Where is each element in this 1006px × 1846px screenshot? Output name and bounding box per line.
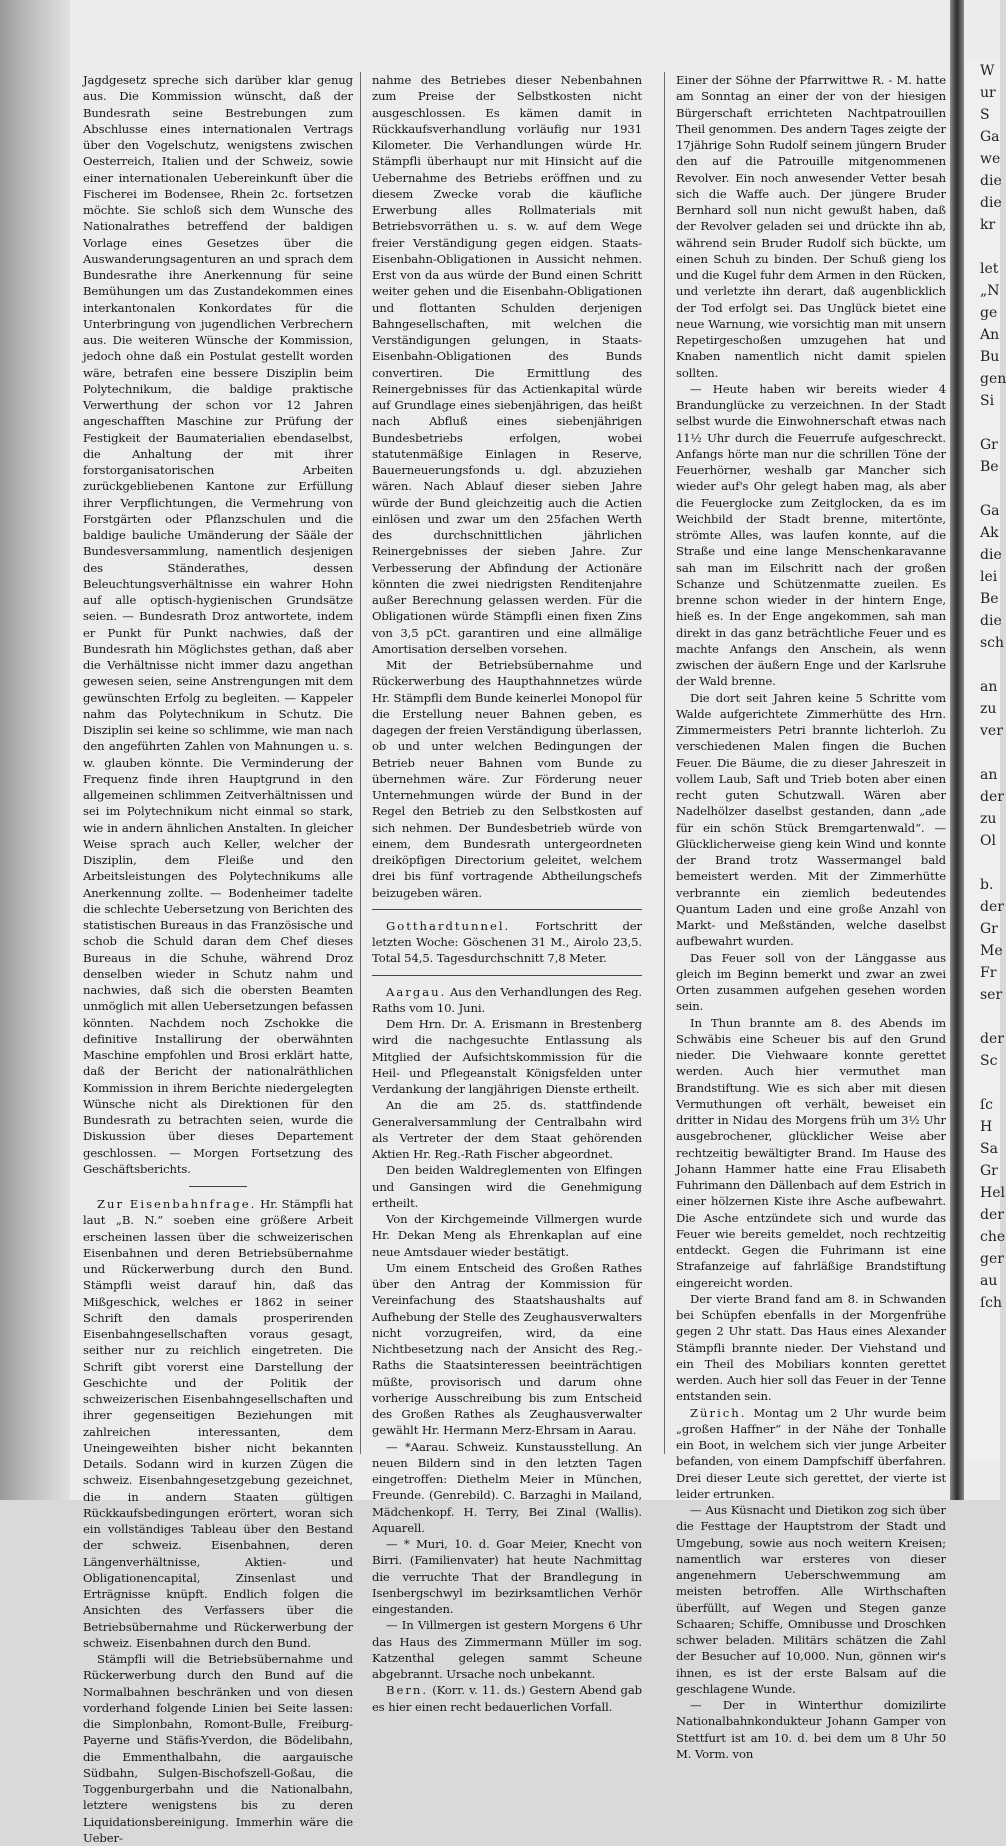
next-page-fragment: die xyxy=(980,195,1002,211)
next-page-fragment: „N xyxy=(980,283,1000,299)
next-page-fragment xyxy=(980,852,1000,874)
next-page-fragment: ser xyxy=(980,987,1003,1003)
next-page-fragment: die xyxy=(980,613,1002,629)
article-heading: Bern. xyxy=(386,1683,429,1698)
next-page-fragment: zu xyxy=(980,701,997,717)
article-separator xyxy=(372,909,642,910)
article-thun: In Thun brannte am 8. des Abends im Schwäbis eine Scheuer bis auf den Grund nieder. Die Viehwaare konnte gerettet werden. Auch hier vermuthet man Brandstiftung. Wie es sich aber mit diesen Vermuthungen oft verhält, beweiset ein dritter in Nidau des Morgens früh um 3½ Uhr ausgebrochener, glücklicher Weise aber rechtzeitig bewältigter Brand. Im Hause des Johann Hammer hatte eine Frau Elisabeth Fuhrimann den Dällenbach auf dem Estrich in einer hölzernen Kiste ihre Asche aufbewahrt. Die Asche entzündete sich und wurde das Feuer wie bereits gemeldet, noch rechtzeitig entdeckt. Gegen die Fuhrimann ist eine Strafanzeige auf fahrläßige Brandstiftung eingereicht worden. xyxy=(676,1015,946,1290)
next-page-fragment: an xyxy=(980,679,998,695)
next-page-fragment: Si xyxy=(980,393,995,409)
article-gotthard-text: Fortschritt der letzten Woche: Göschenen 31 M., Airolo 23,5. Total 54,5. Tagesdurchschnitt 7,8 Meter. xyxy=(372,918,642,966)
next-page-fragment: Be xyxy=(980,459,999,475)
next-page-fragment: Me xyxy=(980,943,1003,959)
article-heading: Zürich. xyxy=(690,1405,747,1420)
next-page-fragment: sch xyxy=(980,635,1005,651)
next-page-fragment: kr xyxy=(980,217,996,233)
article-zuerich-text: Montag um 2 Uhr wurde beim „großen Haffner“ in der Nähe der Tonhalle ein Boot, in welchem sich vier junge Arbeiter befanden, von einem Dampfschiff überfahren. Drei dieser Leute sich gerettet, der vierte ist leider ertrunken. xyxy=(676,1405,946,1501)
next-page-fragment: we xyxy=(980,151,1001,167)
article-bern xyxy=(372,1682,642,1715)
next-page-fragment: ge xyxy=(980,305,998,321)
next-page-fragment: zu xyxy=(980,811,997,827)
column-rule xyxy=(664,72,665,1454)
column-3 xyxy=(676,72,946,1761)
article-aargau-wald: Den beiden Waldreglementen von Elfingen und Gansingen wird die Genehmigung ertheilt. xyxy=(372,1163,642,1210)
article-aargau-zeughaus: Um einem Entscheid des Großen Rathes über den Antrag der Kommission für Vereinfachung des Staatshaushalts auf Aufhebung der Stelle des Zeughausverwalters nicht vorzugreifen, wird, da eine Nichtbesetzung nach der Ansicht des Reg.-Raths die Staatsinteressen beeinträchtigen müßte, provisorisch und darum ohne vorherige Ausschreibung bis zum Entscheid des Großen Rathes als Zeughausverwalter gewählt Hr. Hermann Merz-Ehrsam in Aarau. xyxy=(372,1260,642,1438)
article-villmergen-fire: — In Villmergen ist gestern Morgens 6 Uhr das Haus des Zimmermann Müller im sog. Katzenthal gelegen sammt Scheune abgebrannt. Ursache noch unbekannt. xyxy=(372,1618,642,1681)
article-railway-part3: Mit der Betriebsübernahme und Rückerwerbung des Haupthahnnetzes würde Hr. Stämpfli dem Bunde keinerlei Monopol für die Erstellung neuer Bahnen geben, es dagegen der freien Verständigung überlassen, ob und unter welchen Bedingungen der Betrieb neuer Bahnen vom Bunde zu übernehmen wäre. Zur Förderung neuer Unternehmungen würde der Bund in der Regel den Betrieb zu den Selbstkosten auf sich nehmen. Der Bundesbetrieb würde von einem, dem Bundesrath untergeordneten dreiköpfigen Directorium geleitet, welchem drei bis fünf vortragende Abtheilungschefs beizugeben wären. xyxy=(372,658,642,900)
next-page-fragment xyxy=(980,412,1000,434)
article-aargau-erismann: Dem Hrn. Dr. A. Erismann in Brestenberg wird die nachgesuchte Entlassung als Mitglied der Aufsichtskommission für die Heil- und Pflegeanstalt Königsfelden unter Verdankung der langjährigen Dienste ertheilt. xyxy=(372,1017,642,1096)
article-separator xyxy=(189,1186,247,1187)
next-page-fragment: Sc xyxy=(980,1053,998,1069)
article-bern-fires: — Heute haben wir bereits wieder 4 Brandunglücke zu verzeichnen. In der Stadt selbst wurde die Einwohnerschaft etwas nach 11½ Uhr durch die Feuerrufe aufgeschreckt. Anfangs hörte man nur die schrillen Töne der Feuerhörner, weshalb gar Mancher sich wieder auf's Ohr gelegt haben mag, als aber die Feuerglocke zum Zeitglocken, da es im Weichbild der Stadt brenne, mitertönte, strömte Alles, was laufen konnte, auf die Straße und eine lange Menschenkaravanne sah man im Eilschritt nach der großen Schanze und Schützenmatte zueilen. Es brenne schon wieder in der hintern Enge, hieß es. In der Enge angekommen, sah man direkt in das ganz beträchtliche Feuer und es machte Anfangs den Anschein, als wenn zwischen der äußern Enge und der Karlsruhe der Wald brenne. xyxy=(676,381,946,689)
next-page-edge xyxy=(964,60,1006,1460)
article-schwanden: Der vierte Brand fand am 8. in Schwanden bei Schüpfen ebenfalls in der Morgenfrühe gegen 2 Uhr statt. Das Haus eines Alexander Stämpfli brannte nieder. Der Viehstand und ein Theil des Mobiliars konnten gerettet werden. Auch hier soll das Feuer in der Tenne entstanden sein. xyxy=(676,1291,946,1404)
next-page-fragment: Ak xyxy=(980,525,999,541)
next-page-fragment: Ga xyxy=(980,503,1000,519)
column-2 xyxy=(372,72,643,1714)
next-page-fragment: gen xyxy=(980,371,1006,387)
article-bern-fires-2: Die dort seit Jahren keine 5 Schritte vom Walde aufgerichtete Zimmerhütte des Hrn. Zimmermeisters Petri brannte lichterloh. Zu verschiedenen Malen fingen die Buchen Feuer. Die Bäume, die zu dieser Jahreszeit in vollem Laub, Saft und Trieb boten aber einen recht guten Schutzwall. Wären aber Nadelhölzer daselbst gestanden, dann „ade für ein schön Stück Bremgartenwald“. — Glücklicherweise gieng kein Wind und konnte der Brand trotz Wassermangel bald bemeistert werden. Mit der Zimmerhütte verbrannte ein ziemlich bedeutendes Quantum Laden und eine große Anzahl von Markt- und Meßständen, welche daselbst aufbewahrt wurden. xyxy=(676,690,946,949)
next-page-fragment: ger xyxy=(980,1251,1004,1267)
next-page-fragment: Be xyxy=(980,591,999,607)
next-page-fragment xyxy=(980,742,1000,764)
next-page-fragment xyxy=(980,1072,1000,1094)
next-page-fragment: b. xyxy=(980,877,994,893)
article-heading: Aargau. xyxy=(386,984,447,999)
article-railway-intro xyxy=(83,1196,353,1651)
article-railway-continued: Stämpfli will die Betriebsübernahme und Rückerwerbung durch den Bund auf die Normalbahnen beschränken und von diesen vorderhand folgende Linien bei Seite lassen: die Simplonbahn, Romont-Bulle, Freiburg-Payerne und Stäfis-Yverdon, die Bödelibahn, die Emmenthalbahn, die aargauische Südbahn, Sulgen-Bischofszell-Goßau, die Toggenburgerbahn und die Nationalbahn, letztere wenigstens bis zu deren Liquidationsbereinigung. Immerhin wäre die Ueber- xyxy=(83,1652,353,1845)
article-heading: Zur Eisenbahnfrage. xyxy=(97,1197,257,1211)
article-railway-text: Hr. Stämpfli hat laut „B. N.“ soeben eine größere Arbeit erscheinen lassen über die schweizerischen Eisenbahnen und deren Betriebsübernahme und Rückerwerbung durch den Bund. Stämpfli weist darauf hin, daß das Mißgeschick, welches er 1862 in seiner Schrift den damals prosperirenden Eisenbahngesellschaften voraus gesagt, seither nur zu reichlich eingetreten. Die Schrift gibt vorerst eine Darstellung der Geschichte und der Politik der schweizerischen Eisenbahngesellschaften und ihrer gegenseitigen Beziehungen mit zahlreichen interessanten, dem Uneingeweihten bisher nicht bekannten Details. Sodann wird in kurzen Zügen die schweiz. Eisenbahngesetzgebung gezeichnet, die in andern Staaten gültigen Rückkaufsbedingungen erörtert, woran sich ein vollständiges Tableau über den Bestand der schweiz. Eisenbahnen, deren Längenverhältnisse, Aktien- und Obligationencapital, Zinsenlast und Erträgnisse knüpft. Endlich folgen die Ansichten des Verfassers über die Betriebsübernahme und Rückerwerbung der schweiz. Eisenbahnen durch den Bund. xyxy=(83,1197,353,1650)
article-kuesnacht: — Aus Küsnacht und Dietikon zog sich über die Festtage der Hauptstrom der Stadt und Umgebung, sowie aus noch weitern Kreisen; namentlich war ersteres von dieser angenehmern Ueberschwemmung am meisten betroffen. Alle Wirthschaften überfüllt, auf Wegen und Stegen ganze Schaaren; Schiffe, Omnibusse und Droschken schwer beladen. Militärs schätzen die Zahl der Besucher auf 10,000. Nun, gönnen wir's ihnen, es ist der erste Balsam auf die geschlagene Wunde. xyxy=(676,1503,946,1696)
column-rule xyxy=(360,72,361,1454)
column-1 xyxy=(83,72,353,1845)
next-page-fragment: die xyxy=(980,173,1002,189)
next-page-fragment: Gr xyxy=(980,921,998,937)
article-aargau-villmergen: Von der Kirchgemeinde Villmergen wurde Hr. Dekan Meng als Ehrenkaplan auf eine neue Amtsdauer wieder bestätigt. xyxy=(372,1212,642,1259)
next-page-fragment xyxy=(980,1006,1000,1028)
next-page-fragment: ſch xyxy=(980,1295,1003,1311)
next-page-fragment: Bu xyxy=(980,349,1000,365)
next-page-fragment: ver xyxy=(980,723,1003,739)
article-winterthur: — Der in Winterthur domizilirte Nationalbahnkondukteur Johann Gamper von Stettfurt ist am 10. d. bei dem um 8 Uhr 50 M. Vorm. von xyxy=(676,1698,946,1761)
next-page-fragment: H xyxy=(980,1119,993,1135)
next-page-fragment: lei xyxy=(980,569,998,585)
article-muri: — * Muri, 10. d. Goar Meier, Knecht von Birri. (Familienvater) hat heute Nachmittag die verruchte That der Brandlegung in Isenbergschwyl im bezirksamtlichen Verhör eingestanden. xyxy=(372,1537,642,1616)
next-page-fragment: an xyxy=(980,767,998,783)
next-page-fragment: ſc xyxy=(980,1097,994,1113)
article-zuerich xyxy=(676,1405,946,1503)
article-parliament-text: Jagdgesetz spreche sich darüber klar genug aus. Die Kommission wünscht, daß der Bundesrath seine Bestrebungen zum Abschlusse eines internationalen Vertrags über den Vogelschutz, wenigstens zwischen Oesterreich, Italien und der Schweiz, sowie einer internationalen Uebereinkunft über die Fischerei im Bodensee, Rhein 2c. fortsetzen möchte. Sie schloß sich dem Wunsche des Nationalrathes betreffend der baldigen Vorlage eines Gesetzes über die Auswanderungsagenturen an und sprach dem Bundesrathe ihre Anerkennung für seine Bemühungen um das Zustandekommen eines interkantonalen Konkordates für die Unterbringung von jugendlichen Verbrechern aus. Die weiteren Wünsche der Kommission, jedoch ohne daß ein Postulat gestellt worden wäre, betrafen eine bessere Disziplin beim Polytechnikum, die baldige praktische Verwerthung der schon vor 12 Jahren angeschafften Maschine zur Prüfung der Festigkeit der Baumaterialien ebendaselbst, die Anhaltung der mit ihrer forstorganisatorischen Arbeiten zurückgebliebenen Kantone zur Erfüllung ihrer Verpflichtungen, die Vermehrung von Forstgärten oder Pflanzschulen und die baldige bauliche Umänderung der Sääle der Bundesversammlung, namentlich desjenigen des Ständerathes, dessen Beleuchtungsverhältnisse ein wahrer Hohn auf alle optisch-hygienischen Grundsätze seien. — Bundesrath Droz antwortete, indem er Punkt für Punkt nachwies, daß der Bundesrath hin Möglichstes gethan, daß aber die Verhältnisse nicht immer dazu angethan gewesen seien, seine Anstrengungen mit dem gewünschten Erfolg zu begleiten. — Kappeler nahm das Polytechnikum in Schutz. Die Disziplin sei keine so schlimme, wie man nach den angeführten Zahlen von Mahnungen u. s. w. glauben könnte. Die Verminderung der Frequenz finde ihren Hauptgrund in den allgemeinen schlimmen Zeitverhältnissen und sei im Polytechnikum nicht einmal so stark, wie in andern ähnlichen Anstalten. In gleicher Weise sprach auch Keller, welcher der Disziplin, dem Fleiße und den Arbeitsleistungen des Polytechnikums alle Anerkennung zollte. — Bodenheimer tadelte die schlechte Uebersetzung von Berichten des statistischen Bureaus in das Französische und schob die Schuld daran dem Chef dieses Bureaus in die Schuhe, während Droz denselben wieder in Schutz nahm und nachwies, daß sich die obersten Beamten unmöglich mit allen Uebersetzungen befassen könnten. Nachdem noch Zschokke die definitive Installirung der oberwähnten Maschine empfohlen und Brosi erklärt hatte, daß der Bericht der nationalräthlichen Kommission in ihrem Berichte niedergelegten Wünsche nicht als Direktionen für den Bundesrath zu betrachten seien, wurde die Diskussion über dieses Departement geschlossen. — Morgen Fortsetzung des Geschäftsberichts. xyxy=(83,73,353,1176)
next-page-fragment: au xyxy=(980,1273,998,1289)
article-gotthard xyxy=(372,918,642,967)
next-page-fragment: let xyxy=(980,261,999,277)
next-page-fragment: ur xyxy=(980,85,996,101)
next-page-fragment: der xyxy=(980,1031,1004,1047)
article-aargau-centralbahn: An die am 25. ds. stattfindende Generalversammlung der Centralbahn wird als Vertreter der dem Staat gehörenden Aktien Hr. Reg.-Rath Fischer abgeordnet. xyxy=(372,1098,642,1161)
next-page-fragment xyxy=(980,654,1000,676)
next-page-fragment: S xyxy=(980,107,990,123)
next-page-fragment: che xyxy=(980,1229,1006,1245)
next-page-fragment: An xyxy=(980,327,1000,343)
binding-gutter xyxy=(0,0,70,1500)
next-page-fragment: Sa xyxy=(980,1141,998,1157)
article-bern-text: (Korr. v. 11. ds.) Gestern Abend gab es hier einen recht bedauerlichen Vorfall. xyxy=(372,1683,643,1714)
next-page-fragment: W xyxy=(980,63,995,79)
next-page-fragment xyxy=(980,236,1000,258)
next-page-fragment: Ga xyxy=(980,129,1000,145)
article-heading: Gotthardtunnel. xyxy=(386,918,511,933)
next-page-fragment: die xyxy=(980,547,1002,563)
article-bern-fires-3: Das Feuer soll von der Länggasse aus gleich im Beginn bemerkt und zwar an zwei Orten zusammen aufgehen gesehen worden sein. xyxy=(676,950,946,1014)
article-bern-part2: Einer der Söhne der Pfarrwittwe R. - M. hatte am Sonntag an einer der von der hiesigen Bürgerschaft errichteten Nachtpatrouillen Theil genommen. Des andern Tages zeigte der 17jährige Sohn Rudolf seinem jüngern Bruder den auf die Patrouille mitgenommenen Revolver. Ein noch anwesender Vetter besah sich die Waffe auch. Der jüngere Bruder Bernhard soll nun nicht gewußt haben, daß der Revolver geladen sei und drückte ihn ab, während sein Bruder Rudolf sich bückte, um einen Schuh zu binden. Der Schuß gieng los und die Kugel fuhr dem Armen in den Rücken, und verletzte ihn derart, daß augenblicklich der Tod erfolgt sei. Das Unglück bietet eine neue Warnung, wie vorsichtig man mit unsern Repetirgeschoßen umzugehen hat und Knaben namentlich nicht damit spielen sollten. xyxy=(676,73,946,380)
next-page-fragment: Gr xyxy=(980,437,998,453)
next-page-fragment xyxy=(980,478,1000,500)
next-page-fragment: Fr xyxy=(980,965,997,981)
next-page-fragment: Gr xyxy=(980,1163,998,1179)
next-page-fragment: der xyxy=(980,1207,1004,1223)
next-page-fragment: der xyxy=(980,899,1004,915)
next-page-fragment: Hel xyxy=(980,1185,1005,1201)
article-aargau xyxy=(372,984,642,1017)
article-aarau-kunst: — *Aarau. Schweiz. Kunstausstellung. An neuen Bildern sind in den letzten Tagen eingetroffen: Diethelm Meier in München, Freunde. (Genrebild). C. Barzaghi in Mailand, Mädchenkopf. H. Terry, Bei Zinal (Wallis). Aquarell. xyxy=(372,1439,642,1535)
article-aargau-text: Aus den Verhandlungen des Reg. Raths vom 10. Juni. xyxy=(372,984,642,1015)
article-railway-part2: nahme des Betriebes dieser Nebenbahnen zum Preise der Selbstkosten nicht ausgeschlossen. Es kämen damit in Rückkaufsverhandlung vorläufig nur 1931 Kilometer. Die Verhandlungen würde Hr. Stämpfli überhaupt nur mit Hinsicht auf die Uebernahme des Betriebs eröffnen und zu diesem Zwecke vorab die käufliche Erwerbung alles Rollmaterials mit Betriebsvorräthen u. s. w. auf dem Wege freier Verständigung gegen eidgen. Staats-Eisenbahn-Obligationen in Aussicht nehmen. Erst von da aus würde der Bund einen Schritt weiter gehen und die Eisenbahn-Obligationen und flottanten Schulden derjenigen Bahngesellschaften, mit welchen die Verständigungen gelungen, in Staats-Eisenbahn-Obligationen des Bunds convertiren. Die Ermittlung des Reinergebnisses für das Actienkapital würde auf Grundlage eines siebenjährigen, das heißt nach Abfluß eines siebenjährigen Bundesbetriebs erfolgen, wobei statutenmäßige Einlagen in Reserve, Bauerneuerungsfonds u. dgl. abzuziehen wären. Nach Ablauf dieser sieben Jahre würde der Bund gleichzeitig auch die Actien einlösen und zwar um den 25fachen Werth des durchschnittlichen jährlichen Reinergebnisses der sieben Jahre. Zur Verbesserung der Abfindung der Actionäre könnten die zwei niedrigsten Renditenjahre außer Berechnung gelassen werden. Für die Obligationen würde Stämpfli einen fixen Zins von 3,5 pCt. garantiren und eine allmälige Amortisation derselben vorsehen. xyxy=(372,73,642,656)
article-separator xyxy=(372,975,642,976)
page-fold xyxy=(950,0,964,1500)
next-page-fragment: Ol xyxy=(980,833,996,849)
next-page-fragment: der xyxy=(980,789,1004,805)
